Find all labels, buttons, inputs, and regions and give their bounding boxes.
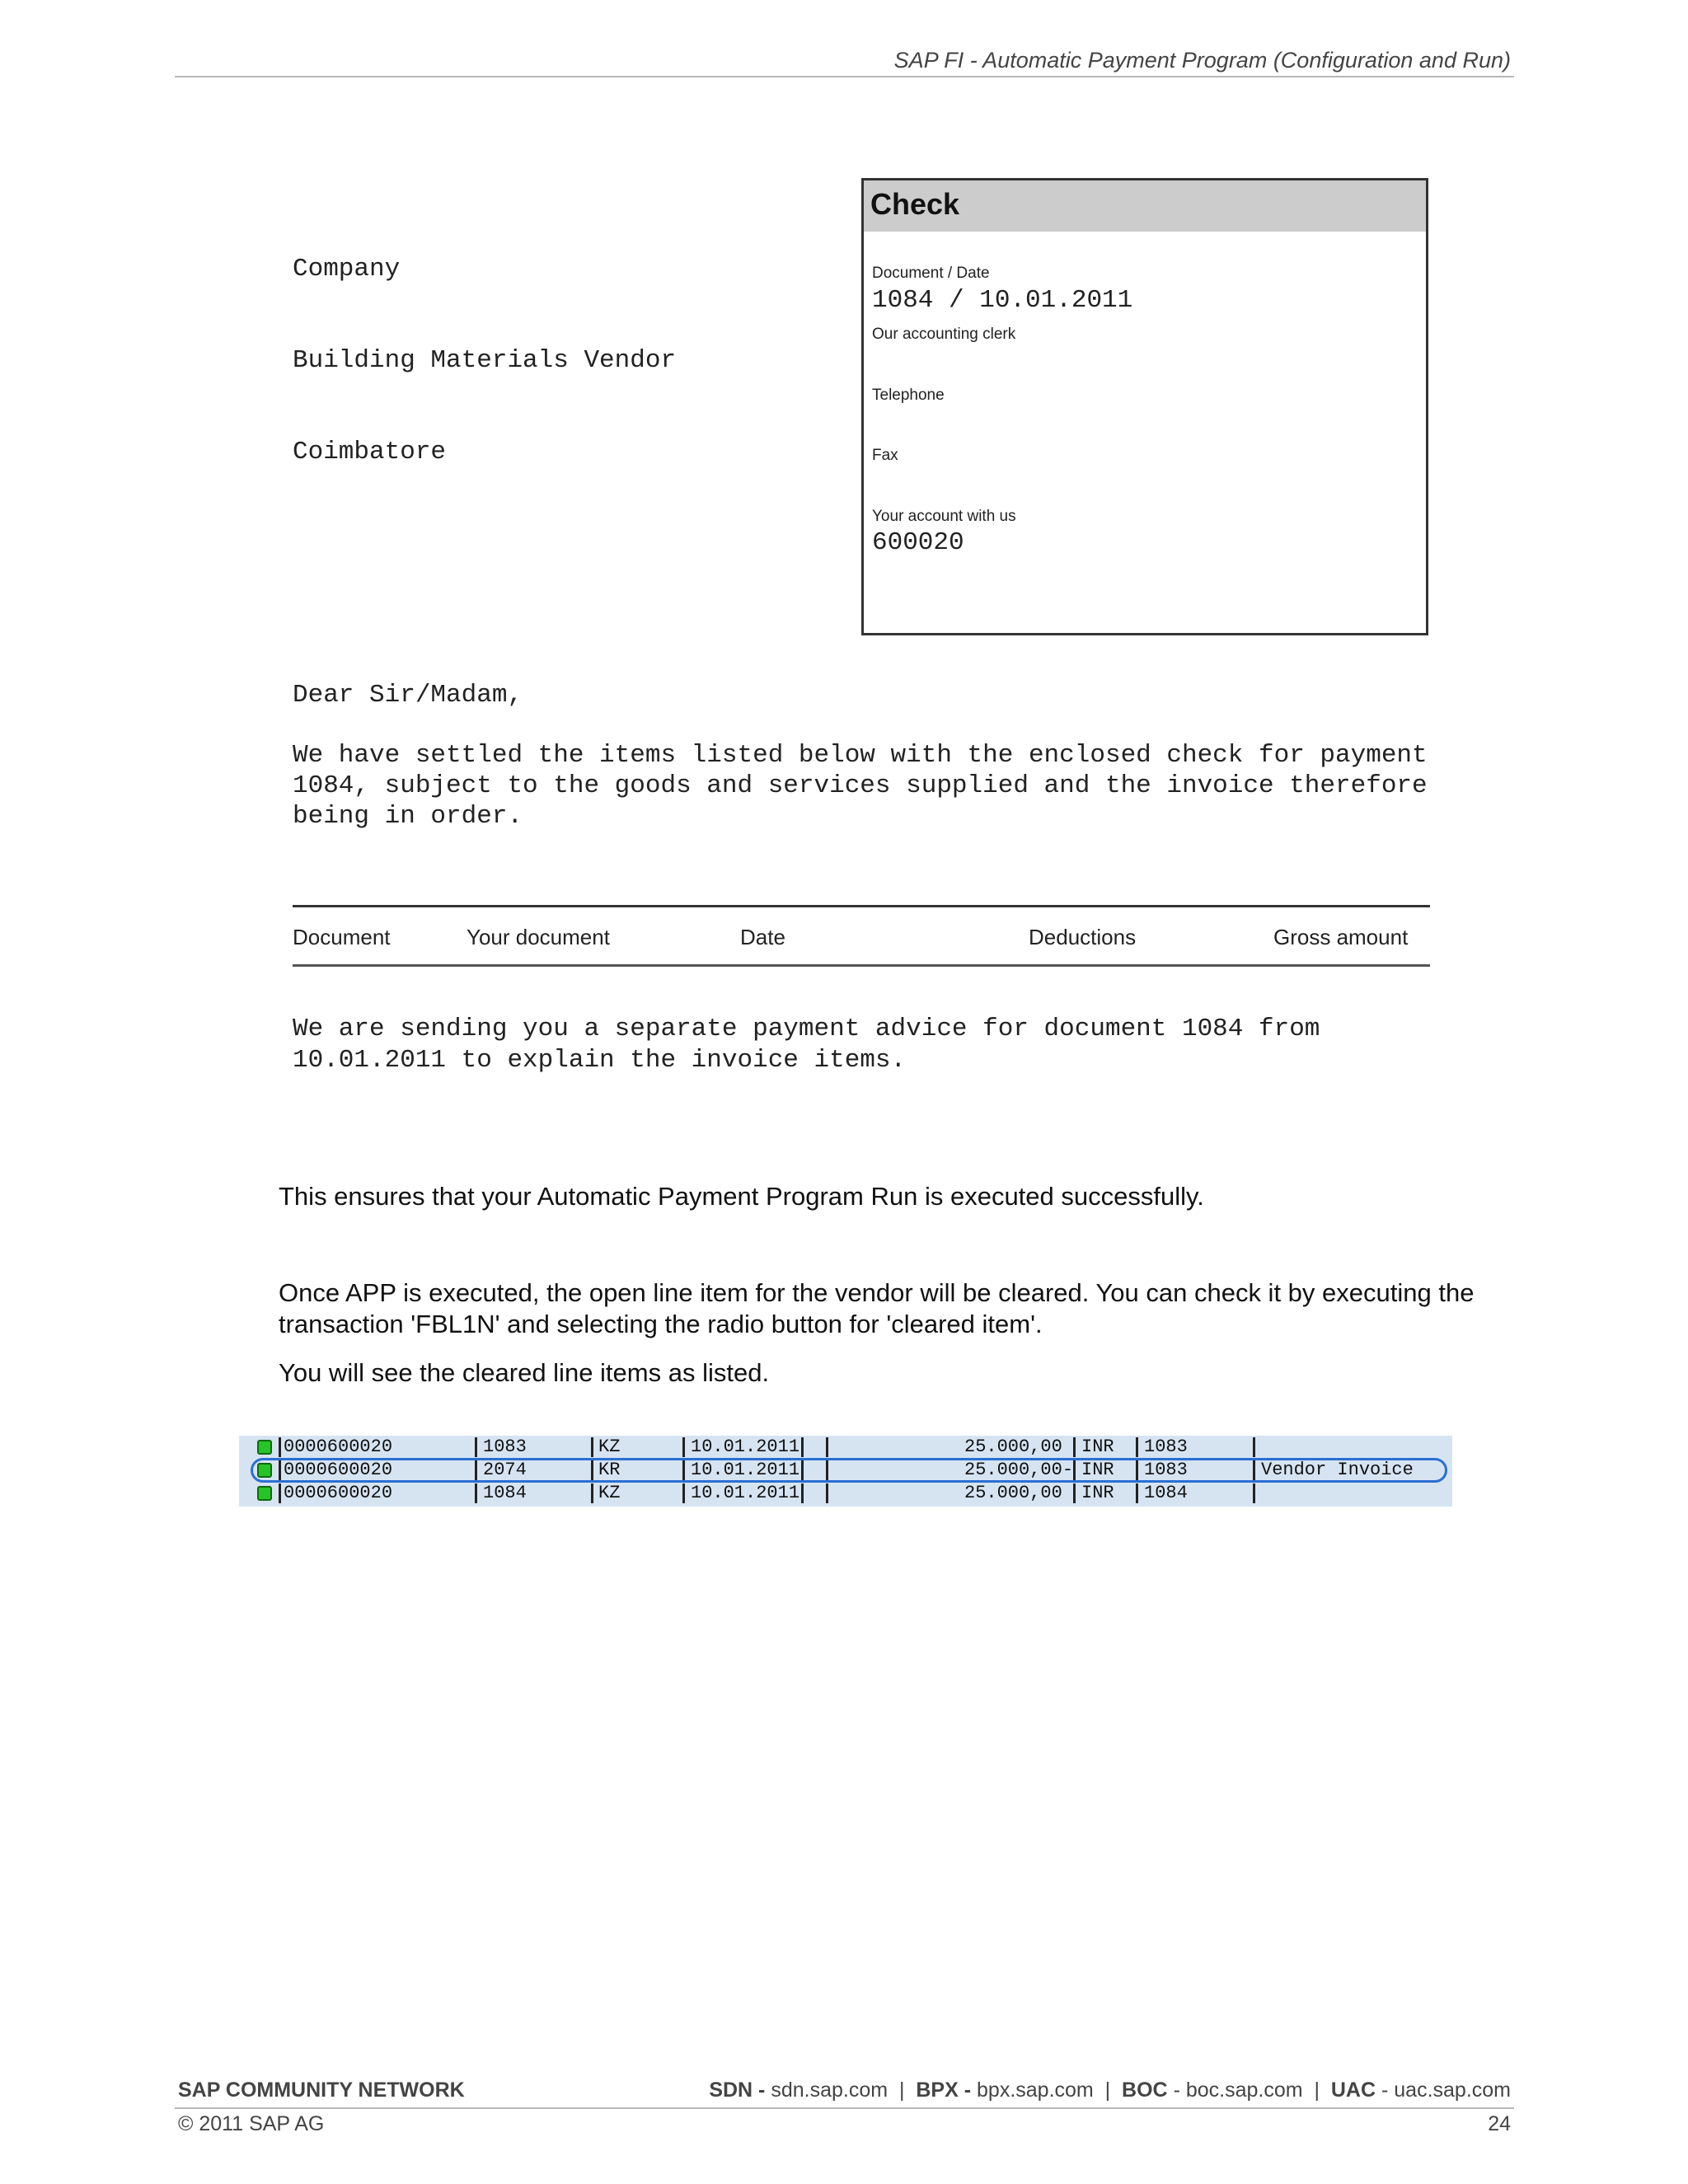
clearing-doc-cell: 1083 [1144, 1460, 1188, 1480]
doc-type-cell: KZ [598, 1436, 621, 1457]
address-line: Coimbatore [293, 438, 447, 466]
status-green-icon [257, 1440, 272, 1455]
amount-cell: 25.000,00 [964, 1436, 1062, 1457]
currency-cell: INR [1081, 1460, 1114, 1480]
table-bottom-rule [293, 964, 1430, 967]
text-cell: Vendor Invoice [1261, 1460, 1414, 1480]
document-cell: 1084 [483, 1483, 527, 1503]
clearing-doc-cell: 1084 [1144, 1483, 1188, 1503]
boc-link[interactable]: - boc.sap.com [1173, 2079, 1303, 2102]
check-box-header [864, 180, 1426, 232]
body-paragraph-1: This ensures that your Automatic Payment Program Run is executed successfully. [279, 1182, 1204, 1211]
footer-network: SAP COMMUNITY NETWORK [178, 2079, 465, 2102]
sdn-label: SDN - [709, 2079, 766, 2102]
account-value: 600020 [872, 528, 964, 557]
table-row [239, 1436, 1452, 1459]
address-line: Company [293, 255, 401, 284]
footer-links: SDN - sdn.sap.com | BPX - bpx.sap.com | BOC - boc.sap.com | UAC - uac.sap.com [709, 2079, 1511, 2102]
date-cell: 10.01.2011 [691, 1436, 800, 1457]
col-header-your-document: Your document [467, 925, 610, 949]
document-cell: 2074 [483, 1460, 527, 1480]
amount-cell: 25.000,00- [964, 1460, 1074, 1480]
document-header-title: SAP FI - Automatic Payment Program (Configuration and Run) [893, 48, 1511, 73]
letter-paragraph: We have settled the items listed below with the enclosed check for payment 1084, subject to the goods and services supplied and the invoice therefore being in order. [293, 741, 1428, 831]
footer-copyright: © 2011 SAP AG [178, 2112, 325, 2135]
table-row [239, 1482, 1452, 1505]
account-cell: 0000600020 [284, 1483, 393, 1503]
payment-advice-text: We are sending you a separate payment advice for document 1084 from 10.01.2011 to explain the invoice items. [293, 1015, 1320, 1075]
currency-cell: INR [1081, 1483, 1114, 1503]
body-paragraph-3: You will see the cleared line items as listed. [279, 1358, 770, 1387]
doc-type-cell: KR [598, 1460, 621, 1480]
amount-cell: 25.000,00 [964, 1483, 1062, 1503]
fax-label: Fax [872, 447, 898, 464]
page-number: 24 [1488, 2112, 1511, 2135]
col-header-date: Date [740, 925, 785, 949]
account-cell: 0000600020 [284, 1460, 393, 1480]
address-line: Building Materials Vendor [293, 346, 677, 375]
status-green-icon [257, 1486, 272, 1501]
header-rule [175, 76, 1514, 77]
table-top-rule [293, 905, 1430, 907]
doc-type-cell: KZ [598, 1483, 621, 1503]
uac-link[interactable]: - uac.sap.com [1381, 2079, 1511, 2102]
col-header-deductions: Deductions [1029, 925, 1137, 949]
col-header-gross-amount: Gross amount [1273, 925, 1409, 949]
footer-rule [175, 2107, 1514, 2109]
currency-cell: INR [1081, 1436, 1114, 1457]
check-info-box [861, 178, 1428, 635]
check-title: Check [870, 187, 960, 221]
row-highlight-oval [251, 1458, 1447, 1483]
telephone-label: Telephone [872, 387, 945, 404]
recipient-address [293, 193, 676, 498]
uac-label: UAC [1330, 2079, 1376, 2102]
account-cell: 0000600020 [284, 1436, 393, 1457]
bpx-link[interactable]: bpx.sap.com [977, 2079, 1094, 2102]
clerk-label: Our accounting clerk [872, 326, 1016, 343]
doc-date-value: 1084 / 10.01.2011 [872, 286, 1133, 315]
date-cell: 10.01.2011 [691, 1483, 800, 1503]
date-cell: 10.01.2011 [691, 1460, 800, 1480]
letter-greeting: Dear Sir/Madam, [293, 681, 523, 710]
sdn-link[interactable]: sdn.sap.com [771, 2079, 889, 2102]
clearing-doc-cell: 1083 [1144, 1436, 1188, 1457]
doc-date-label: Document / Date [872, 265, 990, 282]
account-label: Your account with us [872, 508, 1016, 525]
body-paragraph-2: Once APP is executed, the open line item for the vendor will be cleared. You can check it by executing the transaction 'FBL1N' and selecting the radio button for 'cleared item'. [279, 1278, 1475, 1338]
bpx-label: BPX - [916, 2079, 972, 2102]
cleared-line-items [239, 1436, 1452, 1507]
col-header-document: Document [293, 925, 391, 949]
document-cell: 1083 [483, 1436, 527, 1457]
boc-label: BOC [1122, 2079, 1168, 2102]
